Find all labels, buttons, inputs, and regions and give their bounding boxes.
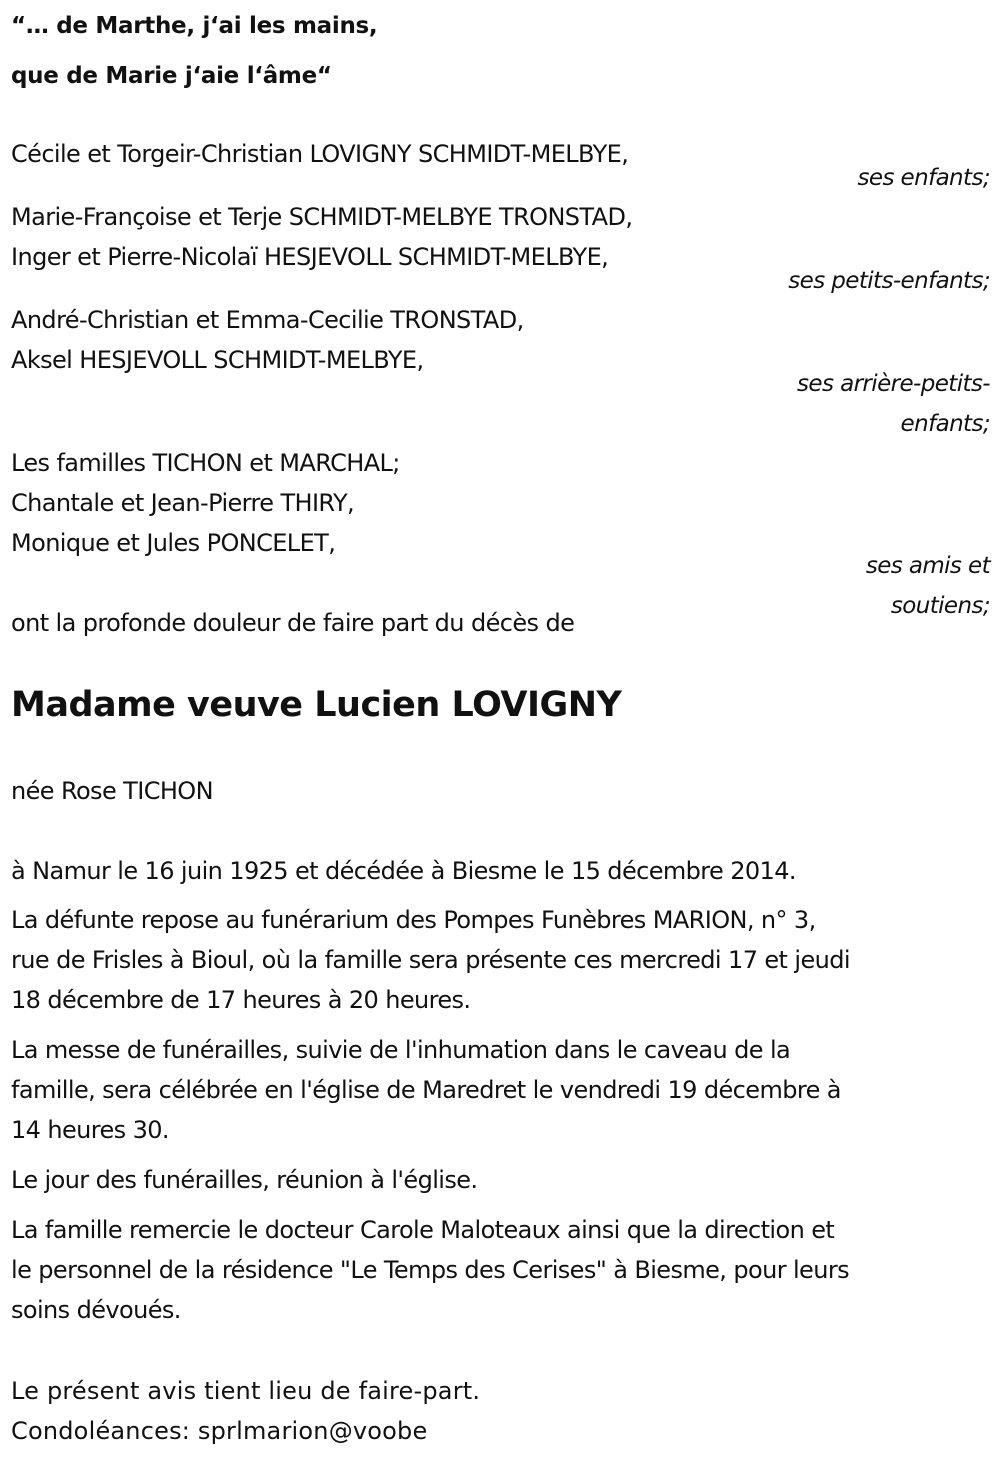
family-name-line: Les familles TICHON et MARCHAL; xyxy=(11,449,400,477)
role-label-great-grandchildren-1: ses arrière-petits- xyxy=(797,371,990,397)
paragraph-line: le personnel de la résidence "Le Temps des Cerises" à Biesme, pour leurs xyxy=(11,1256,850,1284)
epigraph-line-1: “… de Marthe, j‘ai les mains, xyxy=(11,13,378,39)
deceased-name: Madame veuve Lucien LOVIGNY xyxy=(11,685,622,725)
family-name-line: Inger et Pierre-Nicolaï HESJEVOLL SCHMIDT-MELBYE, xyxy=(11,243,609,271)
role-label-grandchildren: ses petits-enfants; xyxy=(788,268,990,294)
paragraph-line: rue de Frisles à Bioul, où la famille sera présente ces mercredi 17 et jeudi xyxy=(11,946,850,974)
gathering-text: Le jour des funérailles, réunion à l'église. xyxy=(11,1166,478,1194)
announcement-text: ont la profonde douleur de faire part du décès de xyxy=(11,609,575,637)
family-name-line: Cécile et Torgeir-Christian LOVIGNY SCHMIDT-MELBYE, xyxy=(11,140,629,168)
paragraph-line: La messe de funérailles, suivie de l'inhumation dans le caveau de la xyxy=(11,1036,791,1064)
paragraph-line: La défunte repose au funérarium des Pompes Funèbres MARION, n° 3, xyxy=(11,906,816,934)
family-name-line: Chantale et Jean-Pierre THIRY, xyxy=(11,489,355,517)
family-name-line: Marie-Françoise et Terje SCHMIDT-MELBYE TRONSTAD, xyxy=(11,203,633,231)
role-label-friends-2: soutiens; xyxy=(890,593,990,619)
family-name-line: André-Christian et Emma-Cecilie TRONSTAD, xyxy=(11,306,524,334)
paragraph-line: soins dévoués. xyxy=(11,1296,181,1324)
paragraph-line: La famille remercie le docteur Carole Maloteaux ainsi que la direction et xyxy=(11,1216,835,1244)
role-label-great-grandchildren-2: enfants; xyxy=(900,411,990,437)
condolences-text: Condoléances: sprlmarion@voobe xyxy=(11,1417,428,1445)
birth-death-text: à Namur le 16 juin 1925 et décédée à Biesme le 15 décembre 2014. xyxy=(11,857,796,885)
role-label-friends-1: ses amis et xyxy=(865,553,990,579)
family-name-line: Monique et Jules PONCELET, xyxy=(11,529,336,557)
paragraph-line: famille, sera célébrée en l'église de Maredret le vendredi 19 décembre à xyxy=(11,1076,841,1104)
family-name-line: Aksel HESJEVOLL SCHMIDT-MELBYE, xyxy=(11,346,424,374)
paragraph-line: 14 heures 30. xyxy=(11,1116,169,1144)
notice-text: Le présent avis tient lieu de faire-part. xyxy=(11,1377,481,1405)
paragraph-line: 18 décembre de 17 heures à 20 heures. xyxy=(11,986,471,1014)
epigraph-line-2: que de Marie j‘aie l‘âme“ xyxy=(11,63,332,89)
maiden-name: née Rose TICHON xyxy=(11,777,213,805)
role-label-children: ses enfants; xyxy=(857,165,990,191)
